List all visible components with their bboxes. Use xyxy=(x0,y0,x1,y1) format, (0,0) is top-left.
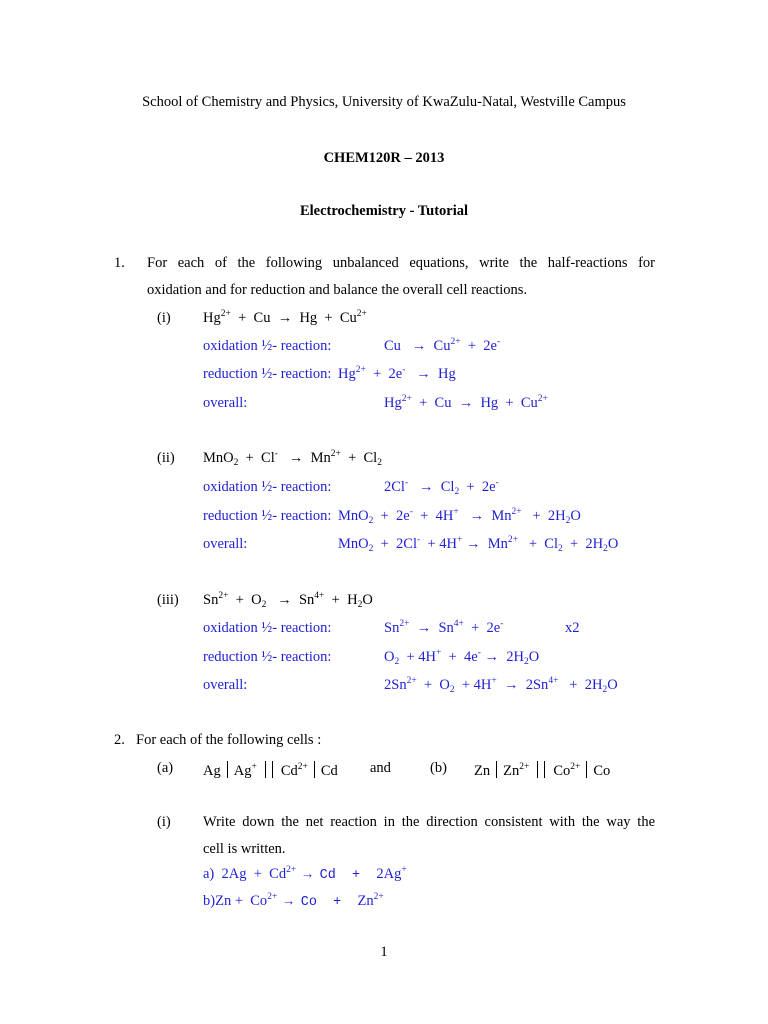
cell-b-notation: Zn $Zn^{2+}$ $Co^{2+}$ Co xyxy=(474,762,611,779)
cell-b-label: (b) xyxy=(430,760,447,776)
question-2-number: 2. xyxy=(114,732,125,748)
institution-line: School of Chemistry and Physics, University of KwaZulu-Natal, Westville Campus xyxy=(142,94,626,110)
sub-question-i-label: (i) xyxy=(157,814,171,830)
part-iii-reduction-label: reduction ½- reaction: xyxy=(203,649,332,665)
cell-a-label: (a) xyxy=(157,760,174,776)
question-1-number: 1. xyxy=(114,255,125,271)
answer-a: a) $2Ag + Cd^{2+} \to Cd + 2Ag^+$ xyxy=(203,865,407,883)
sub-question-i-line-2: cell is written. xyxy=(203,841,286,857)
part-i-label: (i) xyxy=(157,310,171,326)
part-i-equation: $Hg^{2+} + Cu \to Hg + Cu^{2+}$ xyxy=(203,309,367,326)
part-i-oxidation-label: oxidation ½- reaction: xyxy=(203,338,332,354)
part-ii-equation: $MnO_2 + Cl^- \to Mn^{2+} + Cl_2$ xyxy=(203,449,382,468)
part-iii-oxidation-equation: $Sn^{2+} \to Sn^{4+} + 2e^-$ xyxy=(384,619,504,636)
cell-conjunction: and xyxy=(370,760,391,776)
part-iii-oxidation-label: oxidation ½- reaction: xyxy=(203,620,332,636)
part-i-reduction-equation: $Hg^{2+} + 2e^- \to Hg$ xyxy=(338,365,456,382)
answer-a-prefix: a) xyxy=(203,866,215,882)
part-i-overall-label: overall: xyxy=(203,395,248,411)
part-ii-oxidation-label: oxidation ½- reaction: xyxy=(203,479,332,495)
part-ii-reduction-equation: $MnO_2 + 2e^- + 4H^+ \to Mn^{2+} + 2H_2O$ xyxy=(338,507,581,526)
sub-question-i-line-1: Write down the net reaction in the direction consistent with the way the xyxy=(203,814,655,830)
part-i-overall-equation: $Hg^{2+} + Cu \to Hg + Cu^{2+}$ xyxy=(384,394,548,411)
part-i-reduction-label: reduction ½- reaction: xyxy=(203,366,332,382)
part-ii-label: (ii) xyxy=(157,450,175,466)
part-iii-equation: $Sn^{2+} + O_2 \to Sn^{4+} + H_2O$ xyxy=(203,591,373,610)
part-iii-reduction-equation: $O_2 + 4H^+ + 4e^- \to 2H_2O$ xyxy=(384,648,540,667)
answer-b: $b)Zn + Co^{2+} \to Co + Zn^{2+}$ xyxy=(203,892,384,910)
part-ii-overall-label: overall: xyxy=(203,536,248,552)
part-ii-reduction-label: reduction ½- reaction: xyxy=(203,508,332,524)
part-ii-oxidation-equation: $2Cl^- \to Cl_2 + 2e^-$ xyxy=(384,478,499,497)
page-number: 1 xyxy=(380,944,388,960)
course-code: CHEM120R – 2013 xyxy=(323,150,445,166)
part-iii-multiplier: x2 xyxy=(565,620,580,636)
question-1-line-2: oxidation and for reduction and balance the overall cell reactions. xyxy=(147,282,528,298)
part-ii-overall-equation: $MnO_2 + 2Cl^- + 4H^+ \to Mn^{2+} + Cl_2 + 2H_2O$ xyxy=(338,535,619,554)
answer-b-prefix: b) xyxy=(203,893,216,909)
question-2-intro: For each of the following cells : xyxy=(136,732,322,748)
part-iii-label: (iii) xyxy=(157,592,179,608)
part-i-oxidation-equation: $Cu \to Cu^{2+} + 2e^-$ xyxy=(384,337,501,354)
question-1-line-1: For each of the following unbalanced equations, write the half-reactions for xyxy=(147,255,655,271)
cell-a-notation: Ag Ag+ $Cd^{2+}$ Cd xyxy=(203,762,338,779)
document-title: Electrochemistry - Tutorial xyxy=(299,203,469,219)
part-iii-overall-equation: $2Sn^{2+} + O_2 + 4H^+ \to 2Sn^{4+} + 2H_2O$ xyxy=(384,676,618,695)
part-iii-overall-label: overall: xyxy=(203,677,248,693)
